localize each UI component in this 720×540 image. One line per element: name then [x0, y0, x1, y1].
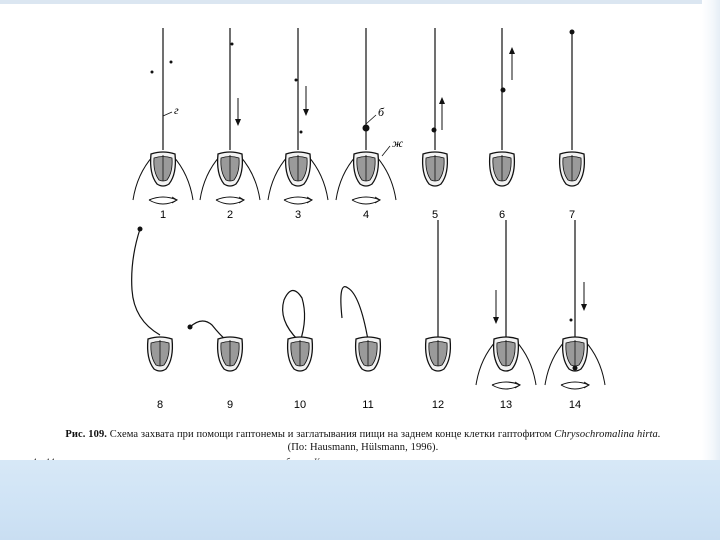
stage-8: [132, 227, 173, 372]
stage-number-5: 5: [431, 209, 439, 221]
stage-10: [283, 290, 313, 371]
top-strip: [0, 0, 720, 4]
stage-number-13: 13: [499, 399, 513, 411]
stage-5: [423, 28, 448, 186]
stage-number-8: 8: [156, 399, 164, 411]
stage-number-14: 14: [568, 399, 582, 411]
label-b: б: [378, 105, 385, 119]
right-decoration: [702, 0, 720, 460]
stage-2: [200, 28, 260, 204]
stage-7: [560, 30, 585, 187]
stage-number-7: 7: [568, 209, 576, 221]
caption-fig-label: Рис. 109.: [65, 429, 108, 440]
stage-14: [545, 220, 605, 389]
stage-number-2: 2: [226, 209, 234, 221]
stage-number-4: 4: [362, 209, 370, 221]
stage-number-9: 9: [226, 399, 234, 411]
bottom-band: [0, 460, 720, 540]
label-zh: ж: [392, 136, 404, 150]
stage-number-6: 6: [498, 209, 506, 221]
stage-13: [476, 220, 536, 389]
stage-6: [490, 28, 515, 186]
stage-number-10: 10: [293, 399, 307, 411]
stage-number-12: 12: [431, 399, 445, 411]
stage-number-11: 11: [362, 399, 374, 411]
haptonema-figure: [120, 20, 640, 420]
caption-source: (По: Hausmann, Hülsmann, 1996).: [287, 442, 439, 453]
stage-11: [341, 287, 381, 371]
stage-4: [336, 28, 396, 204]
stage-12: [426, 220, 451, 371]
caption-text: Схема захвата при помощи гаптонемы и заглатывания пищи на заднем конце клетки гаптофитом: [109, 429, 552, 440]
label-g: г: [174, 103, 179, 117]
stage-number-1: 1: [159, 209, 167, 221]
stage-9: [188, 321, 243, 371]
figure-caption: [28, 428, 698, 454]
caption-species: Chrysochromalina hirta.: [554, 429, 661, 440]
stage-3: [268, 28, 328, 204]
stage-number-3: 3: [294, 209, 302, 221]
